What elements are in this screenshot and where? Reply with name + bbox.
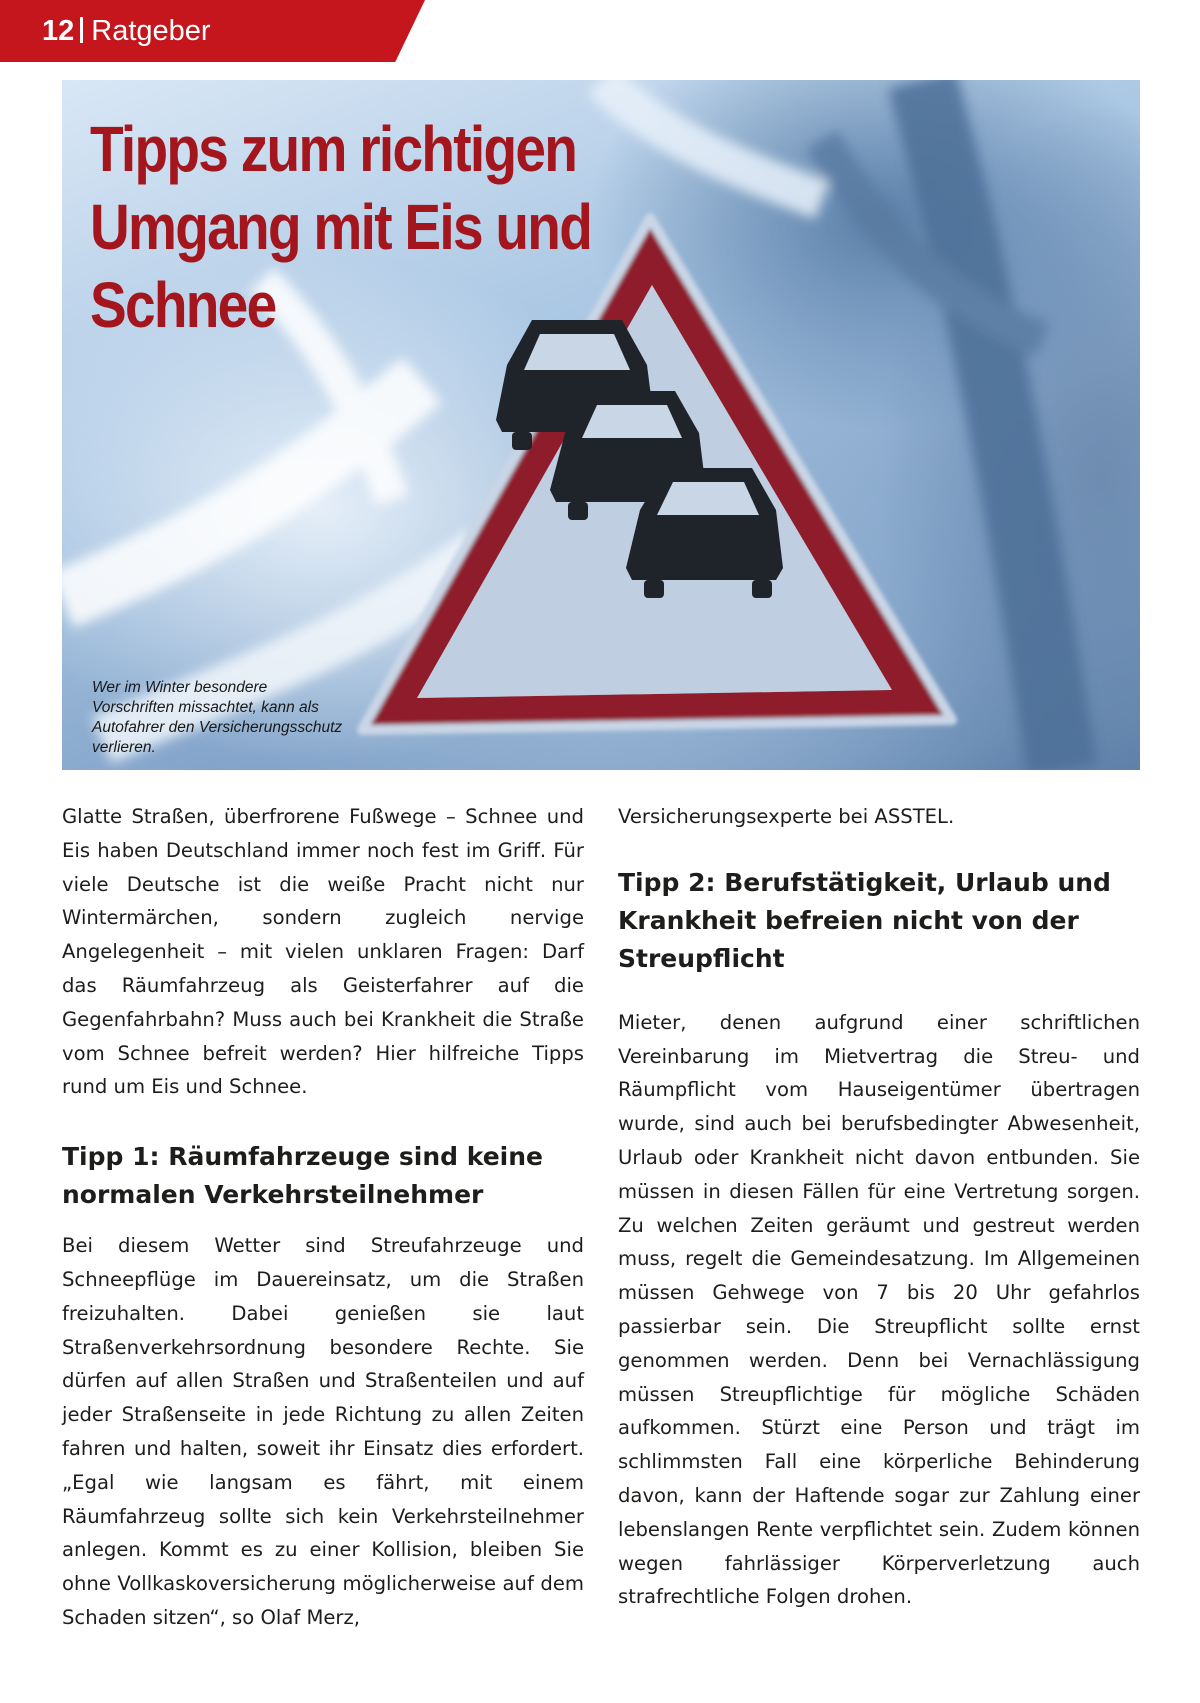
page-number: 12 [42,15,75,47]
header-separator [80,17,83,43]
section-name: Ratgeber [91,15,211,47]
tip1-heading: Tipp 1: Räumfahrzeuge sind keine normalen Verkehrsteilnehmer [62,1142,543,1210]
section-header [42,10,211,52]
tip1-continuation: Versicherungsexperte bei ASSTEL. [618,805,955,828]
hero-image [62,80,1140,770]
image-caption: Wer im Winter besondere Vorschriften missachtet, kann als Autofahrer den Versicherungsschutz verlieren. [92,679,343,756]
article-intro: Glatte Straßen, überfrorene Fußwege – Schnee und Eis haben Deutschland immer noch fest im Griff. Für viele Deutsche ist die weiße Pracht nicht nur Wintermärchen, sondern zugleich nervige Angelegenheit – mit vielen unklaren Fragen: Darf das Räumfahrzeug als Geisterfahrer auf die Gegenfahrbahn? Muss auch bei Krankheit die Straße vom Schnee befreit werden? Hier hilfreiche Tipps rund um Eis und Schnee. [62,805,584,1099]
tip2-body: Mieter, denen aufgrund einer schriftlichen Vereinbarung im Mietvertrag die Streu- und Räumpflicht vom Hauseigentümer übertragen wurde, sind auch bei berufsbedingter Abwesenheit, Urlaub oder Krankheit nicht davon entbunden. Sie müssen in diesen Fällen für eine Vertretung sorgen. Zu welchen Zeiten geräumt und gestreut werden muss, regelt die Gemeindesatzung. Im Allgemeinen müssen Gehwege von 7 bis 20 Uhr gefahrlos passierbar sein. Die Streupflicht sollte ernst genommen werden. Denn bei Vernachlässigung müssen Streupflichtige für mögliche Schäden aufkommen. Stürzt eine Person und trägt im schlimmsten Fall eine körperliche Behinderung davon, kann der Haftende sogar zur Zahlung einer lebenslangen Rente verpflichtet sein. Zudem können wegen fahrlässiger Körperverletzung auch strafrechtliche Folgen drohen. [618,1010,1140,1609]
article-column-right [618,800,1140,1614]
article-column-left [62,800,584,1635]
tip2-heading: Tipp 2: Berufstätigkeit, Urlaub und Krankheit befreien nicht von der Streupflicht [618,867,1111,973]
article-title: Tipps zum richtigen Umgang mit Eis und Schnee [90,113,592,341]
tip1-body: Bei diesem Wetter sind Streufahrzeuge und Schneepflüge im Dauereinsatz, um die Straßen freizuhalten. Dabei genießen sie laut Straßenverkehrsordnung besondere Rechte. Sie dürfen auf allen Straßen und Straßenteilen und auf jeder Straßenseite in jede Richtung zu allen Zeiten fahren und halten, soweit ihr Einsatz dies erfordert. „Egal wie langsam es fährt, mit einem Räumfahrzeug sollte sich kein Verkehrsteilnehmer anlegen. Kommt es zu einer Kollision, bleiben Sie ohne Vollkaskoversicherung möglicherweise auf dem Schaden sitzen“, so Olaf Merz, [62,1234,584,1629]
